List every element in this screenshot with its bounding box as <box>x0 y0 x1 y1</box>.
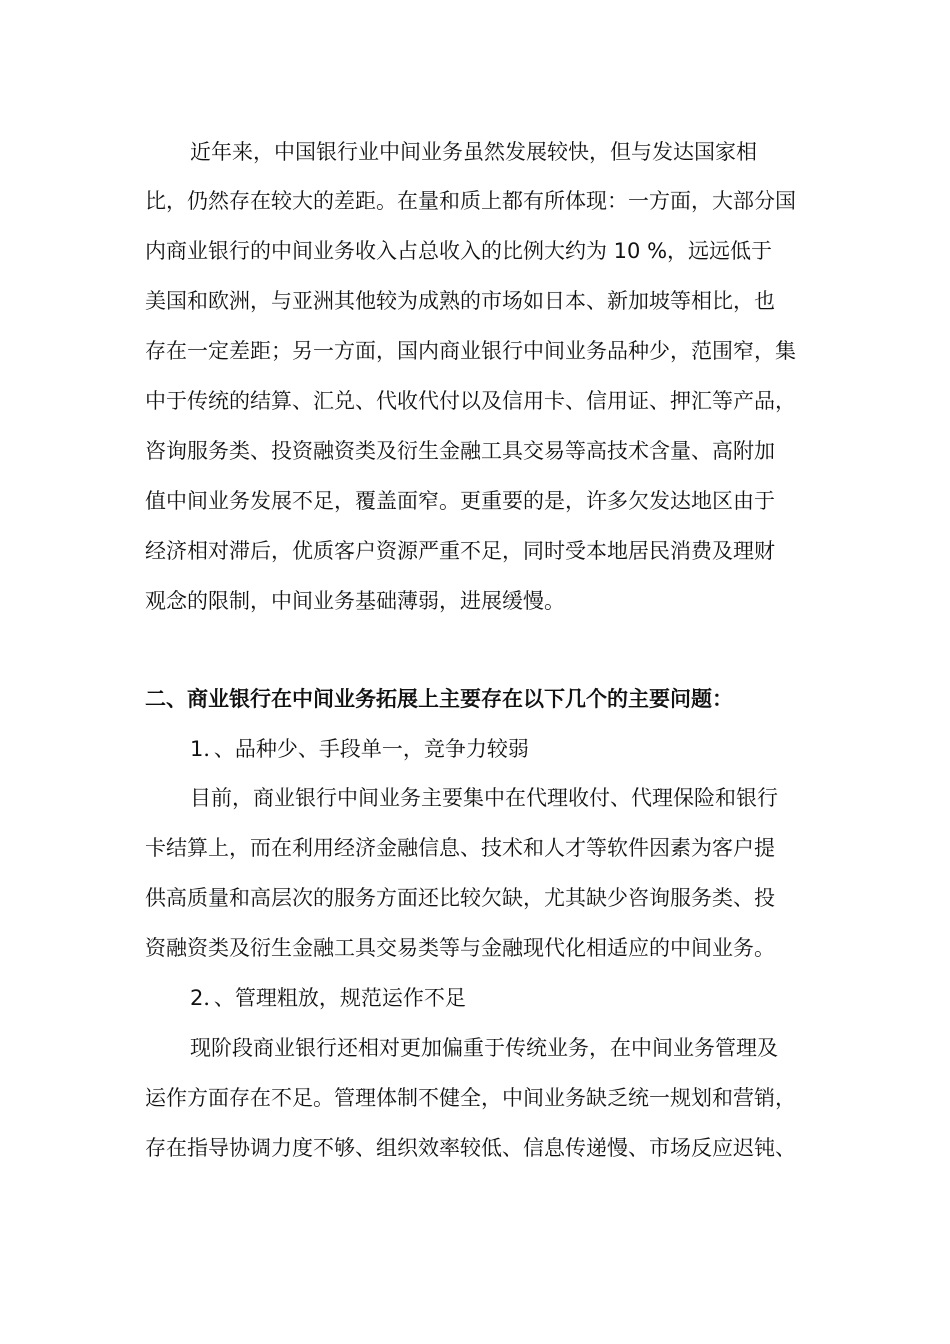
text-line: 存在一定差距；另一方面，国内商业银行中间业务品种少，范围窄，集 <box>145 339 796 363</box>
text-line: 咨询服务类、投资融资类及衍生金融工具交易等高技术含量、高附加 <box>145 439 775 463</box>
text-line: 经济相对滞后，优质客户资源严重不足，同时受本地居民消费及理财 <box>145 539 775 563</box>
text-line: 中于传统的结算、汇兑、代收代付以及信用卡、信用证、押汇等产品， <box>145 389 796 413</box>
text-line: 观念的限制，中间业务基础薄弱，进展缓慢。 <box>145 589 565 613</box>
text-line: 内商业银行的中间业务收入占总收入的比例大约为 10 %，远远低于 <box>145 239 773 263</box>
section-heading: 二、商业银行在中间业务拓展上主要存在以下几个的主要问题： <box>145 687 733 711</box>
subheading-1: 1．、品种少、手段单一，竞争力较弱 <box>190 737 529 761</box>
subheading-2: 2．、管理粗放，规范运作不足 <box>190 986 466 1010</box>
text-line: 目前，商业银行中间业务主要集中在代理收付、代理保险和银行 <box>190 786 778 810</box>
text-line: 美国和欧洲，与亚洲其他较为成熟的市场如日本、新加坡等相比，也 <box>145 289 775 313</box>
text-line: 近年来，中国银行业中间业务虽然发展较快，但与发达国家相 <box>190 140 757 164</box>
text-line: 资融资类及衍生金融工具交易类等与金融现代化相适应的中间业务。 <box>145 936 775 960</box>
text-line: 存在指导协调力度不够、组织效率较低、信息传递慢、市场反应迟钝、 <box>145 1136 796 1160</box>
text-line: 值中间业务发展不足，覆盖面窄。更重要的是，许多欠发达地区由于 <box>145 489 775 513</box>
text-line: 现阶段商业银行还相对更加偏重于传统业务，在中间业务管理及 <box>190 1036 778 1060</box>
text-line: 运作方面存在不足。管理体制不健全，中间业务缺乏统一规划和营销， <box>145 1086 796 1110</box>
text-line: 卡结算上，而在利用经济金融信息、技术和人才等软件因素为客户提 <box>145 836 775 860</box>
text-line: 供高质量和高层次的服务方面还比较欠缺，尤其缺少咨询服务类、投 <box>145 886 775 910</box>
text-line: 比，仍然存在较大的差距。在量和质上都有所体现：一方面，大部分国 <box>145 189 796 213</box>
